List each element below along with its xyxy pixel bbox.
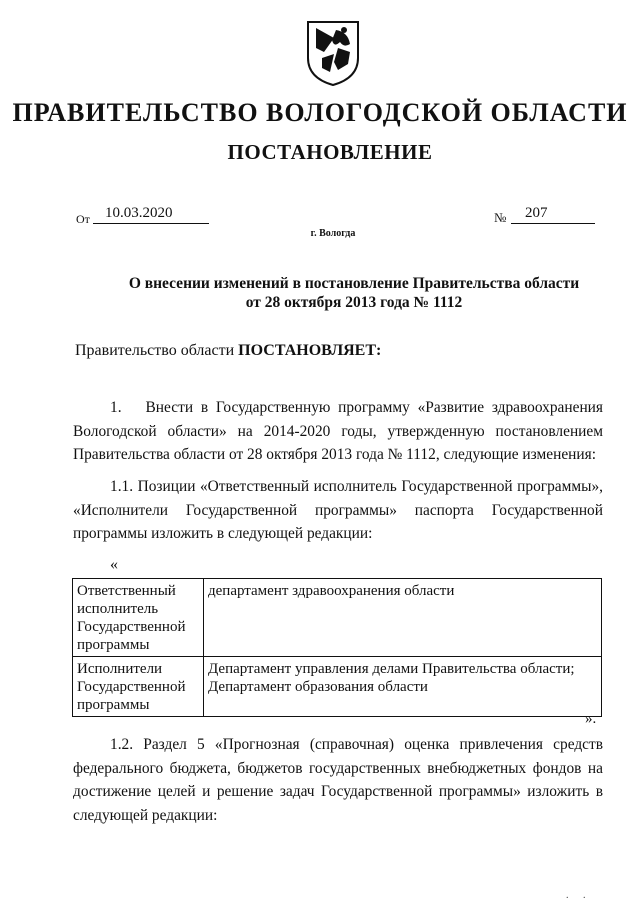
paragraph-1-text: Внести в Государственную программу «Развитие здравоохранения Вологодской области» на 2014-2020 годы, утвержденную постановлением Правительства области от 28 октября 2013 года № 1112, следующие изменения: xyxy=(73,399,603,463)
coat-of-arms-emblem xyxy=(304,18,362,88)
table-row xyxy=(73,579,602,657)
document-date: 10.03.2020 xyxy=(93,205,209,224)
number-label: № xyxy=(494,210,507,225)
table-cell-value: Департамент управления делами Правительства области; Департамент образования области xyxy=(204,657,602,717)
document-number: 207 xyxy=(511,205,595,224)
scan-marks: . . xyxy=(566,890,592,901)
city-name: г. Вологда xyxy=(310,228,356,239)
preamble-text: Правительство области xyxy=(75,342,239,359)
paragraph-1-2: 1.2. Раздел 5 «Прогнозная (справочная) оценка привлечения средств федерального бюджета, бюджетов государственных внебюджетных фондов на достижение целей и решение задач Государственной программы» изложить в следующей редакции: xyxy=(73,736,603,824)
date-label: От xyxy=(76,212,90,226)
table-cell-value: департамент здравоохранения области xyxy=(204,579,602,657)
preamble-bold: ПОСТАНОВЛЯЕТ: xyxy=(238,342,382,359)
paragraph-1-1: 1.1. Позиции «Ответственный исполнитель Государственной программы», «Исполнители Государственной программы» паспорта Государственной программы изложить в следующей редакции: xyxy=(73,478,603,542)
table-row xyxy=(73,657,602,717)
government-title: ПРАВИТЕЛЬСТВО ВОЛОГОДСКОЙ ОБЛАСТИ xyxy=(12,98,628,127)
subject-line-1: О внесении изменений в постановление Правительства области xyxy=(128,275,580,292)
table-cell-label: Исполнители Государственной программы xyxy=(73,657,204,717)
paragraph-1 xyxy=(73,396,603,467)
document-subject xyxy=(0,274,640,312)
paragraph-1-number: 1. xyxy=(110,399,122,416)
table-cell-label: Ответственный исполнитель Государственной программы xyxy=(73,579,204,657)
preamble xyxy=(75,342,381,360)
document-type: ПОСТАНОВЛЕНИЕ xyxy=(227,140,433,164)
passport-table xyxy=(72,578,602,717)
subject-line-2: от 28 октября 2013 года № 1112 xyxy=(245,294,463,311)
quote-close: ». xyxy=(585,711,597,727)
quote-open: « xyxy=(110,556,118,573)
